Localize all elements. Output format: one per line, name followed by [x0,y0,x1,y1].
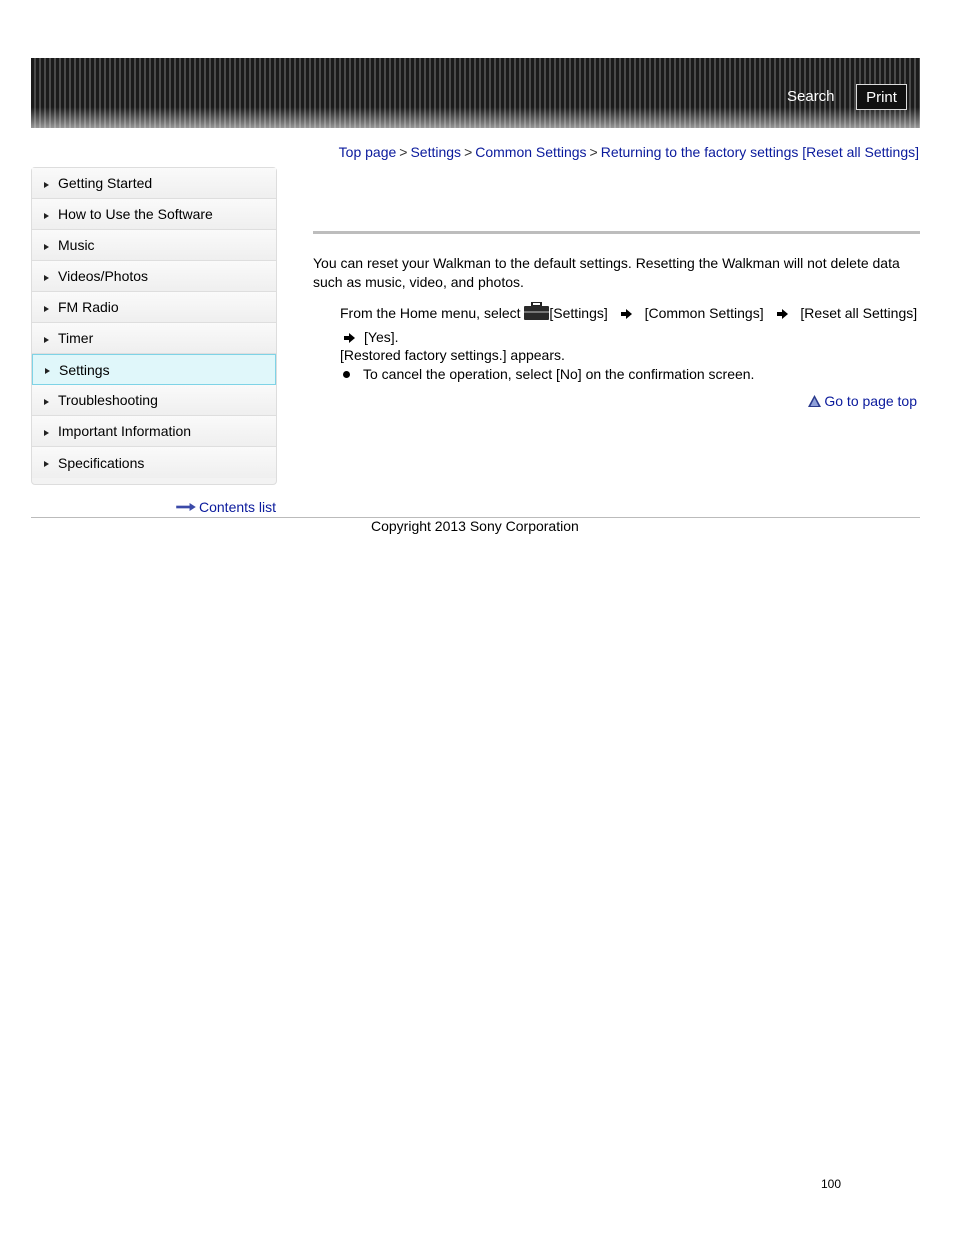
step-common-settings: [Common Settings] [644,305,764,321]
arrow-right-icon [621,309,632,319]
intro-text: You can reset your Walkman to the default settings. Resetting the Walkman will not delete data such as music, video, and photos. [313,255,900,290]
triangle-right-icon [44,244,49,250]
triangle-up-icon [808,395,821,407]
go-to-page-top-label: Go to page top [824,393,917,409]
step-instructions [340,301,920,349]
sidebar-item-specifications[interactable] [32,447,276,478]
result-text: [Restored factory settings.] appears. [340,347,565,363]
bullet-icon [343,371,350,378]
sidebar-item-getting-started[interactable] [32,168,276,199]
breadcrumb-separator: > [399,144,408,160]
sidebar-item-label: Specifications [58,454,145,471]
triangle-right-icon [44,306,49,312]
sidebar-item-label: Important Information [58,423,192,439]
breadcrumb-settings[interactable]: Settings [410,144,462,160]
copyright-text: Copyright 2013 Sony Corporation [371,518,579,534]
arrow-right-icon [777,309,788,319]
sidebar-item-music[interactable] [32,230,276,261]
triangle-right-icon [44,275,49,281]
step-settings: [Settings] [549,305,608,321]
go-to-page-top-link[interactable] [808,393,917,409]
content-divider [313,231,920,234]
breadcrumb-common-settings[interactable]: Common Settings [475,144,587,160]
sidebar-item-label: FM Radio [58,299,119,315]
toolbox-settings-icon [524,302,549,320]
triangle-right-icon [44,213,49,219]
step-yes: [Yes]. [364,329,399,345]
sidebar-item-label: Troubleshooting [58,392,158,408]
triangle-right-icon [44,182,49,188]
page-number: 100 [821,1177,842,1191]
breadcrumb-top-page[interactable]: Top page [338,144,397,160]
sidebar-item-important-information[interactable] [32,416,276,447]
arrow-right-icon [344,333,355,343]
breadcrumb [339,144,919,160]
triangle-right-icon [44,337,49,343]
sidebar-item-troubleshooting[interactable] [32,385,276,416]
header-banner [31,58,920,128]
step-reset-all-settings: [Reset all Settings] [800,305,918,321]
triangle-right-icon [44,399,49,405]
triangle-right-icon [44,430,49,436]
sidebar-item-label: Getting Started [58,175,153,191]
print-button[interactable]: Print [856,84,907,110]
sidebar-item-label: Settings [59,361,110,378]
sidebar-item-fm-radio[interactable] [32,292,276,323]
arrow-right-icon [176,503,196,511]
sidebar-item-label: How to Use the Software [58,206,213,222]
note-item [343,366,754,382]
sidebar-item-label: Timer [58,330,94,346]
sidebar-item-label: Videos/Photos [58,268,149,284]
search-link[interactable]: Search [787,88,835,105]
sidebar-item-videos-photos[interactable] [32,261,276,292]
sidebar-item-settings[interactable] [32,354,276,385]
note-text: To cancel the operation, select [No] on the confirmation screen. [363,366,755,382]
sidebar-item-how-to-use-software[interactable] [32,199,276,230]
breadcrumb-separator: > [464,144,473,160]
breadcrumb-current-page[interactable]: Returning to the factory settings [Reset all Settings] [600,144,919,160]
sidebar-item-label: Music [58,237,95,253]
contents-list-link[interactable] [176,499,276,515]
triangle-right-icon [44,461,49,467]
step-prefix: From the Home menu, select [340,305,521,321]
sidebar-item-timer[interactable] [32,323,276,354]
contents-list-label: Contents list [199,499,277,515]
sidebar-nav [31,167,277,485]
breadcrumb-separator: > [589,144,598,160]
triangle-right-icon [45,368,50,374]
